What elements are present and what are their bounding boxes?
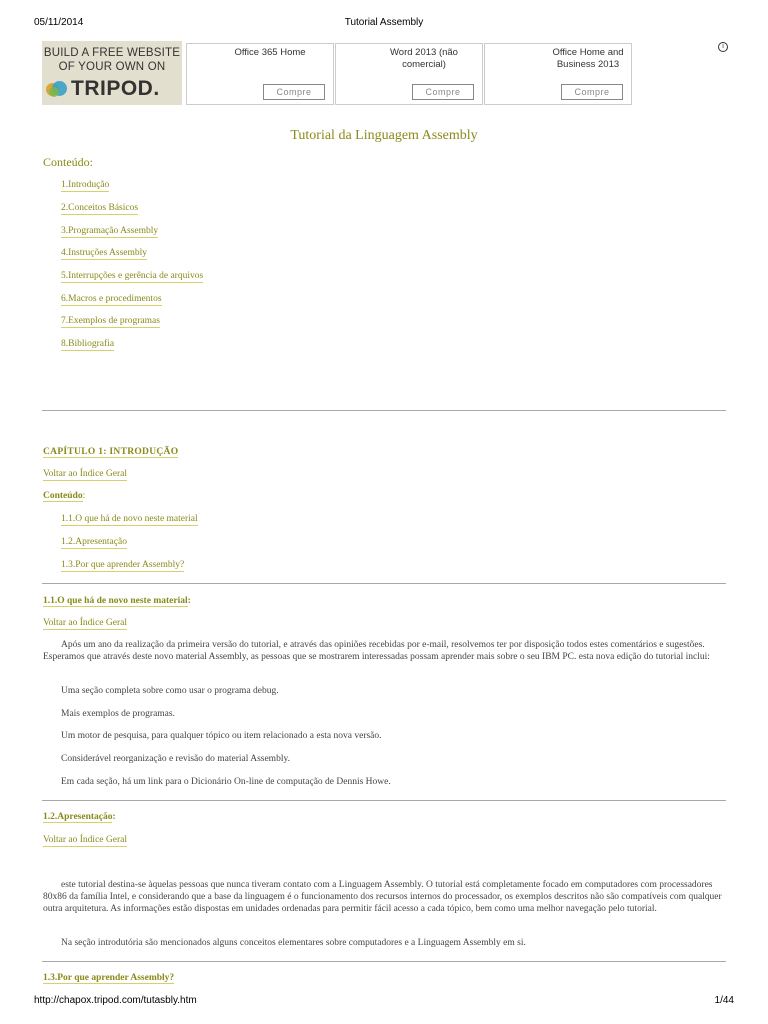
toc-link-instrucoes[interactable]: 4.Instruções Assembly [61,248,148,258]
tripod-logo [44,77,160,101]
divider [42,410,726,411]
chapter-link-1-3[interactable]: 1.3.Por que aprender Assembly? [61,560,185,570]
back-to-index-link[interactable]: Voltar ao Índice Geral [43,618,127,628]
list-item: Mais exemplos de programas. [61,709,175,719]
section-heading-1-2: 1.2.Apresentação: [43,812,116,822]
list-item: Um motor de pesquisa, para qualquer tópico ou item relacionado a esta nova versão. [61,731,382,741]
print-title: Tutorial Assembly [344,17,424,28]
offer-office-home-business [484,43,632,105]
chapter-link-1-1[interactable]: 1.1.O que há de novo neste material [61,514,198,524]
divider [42,961,726,962]
tripod-dots-icon [44,78,70,100]
page-title: Tutorial da Linguagem Assembly [290,128,478,143]
section-1-2-paragraph-2: Na seção introdutória são mencionados alguns conceitos elementares sobre computadores e a Linguagem Assembly em si. [61,938,526,948]
list-item: Uma seção completa sobre como usar o programa debug. [61,686,279,696]
back-to-index-link[interactable]: Voltar ao Índice Geral [43,835,127,845]
chapter-contents-label: Conteúdo: [43,491,86,501]
divider [42,800,726,801]
back-to-index-link[interactable]: Voltar ao Índice Geral [43,469,127,479]
print-date: 05/11/2014 [34,17,84,28]
offer-name: Word 2013 (não comercial) [390,47,458,70]
section-heading-1-1: 1.1.O que há de novo neste material: [43,596,191,606]
section-1-1-paragraph: Após um ano da realização da primeira versão do tutorial, e através das opiniões recebidas por e-mail, resolvemos ter por disposição todos estes comentários e sugestões. Esperamos que através deste novo material Assembly, as pessoas que se mostrarem interessadas possam aprender mais sobre o seu IBM PC. esta nova edição do tutorial inclui: [43,640,710,662]
toc-heading: Conteúdo: [43,155,93,169]
chapter-heading: CAPÍTULO 1: INTRODUÇÃO [43,447,179,457]
buy-button[interactable]: Compre [561,84,623,100]
toc-link-exemplos[interactable]: 7.Exemplos de programas [61,316,160,326]
tripod-ad-line2: OF YOUR OWN ON [58,61,166,73]
toc-link-interrupcoes[interactable]: 5.Interrupções e gerência de arquivos [61,271,204,281]
toc-link-conceitos[interactable]: 2.Conceitos Básicos [61,203,139,213]
offer-office365 [186,43,334,105]
chapter-link-1-2[interactable]: 1.2.Apresentação [61,537,127,547]
tripod-ad-line1: BUILD A FREE WEBSITE [43,47,181,59]
buy-button[interactable]: Compre [412,84,474,100]
tripod-ad[interactable] [42,41,182,105]
toc-link-bibliografia[interactable]: 8.Bibliografia [61,339,115,349]
toc-link-introducao[interactable]: 1.Introdução [61,180,110,190]
list-item: Considerável reorganização e revisão do material Assembly. [61,754,290,764]
buy-button[interactable]: Compre [263,84,325,100]
print-page-number: 1/44 [714,995,734,1006]
divider [42,583,726,584]
print-url: http://chapox.tripod.com/tutasbly.htm [34,995,197,1006]
offer-name: Office Home and Business 2013 [552,47,624,70]
info-icon[interactable]: i [718,42,728,52]
toc-link-programacao[interactable]: 3.Programação Assembly [61,226,159,236]
section-heading-1-3: 1.3.Por que aprender Assembly? [43,973,175,983]
list-item: Em cada seção, há um link para o Dicionário On-line de computação de Dennis Howe. [61,777,391,787]
toc-link-macros[interactable]: 6.Macros e procedimentos [61,294,162,304]
ad-banner [42,41,726,105]
offer-word2013 [335,43,483,105]
tripod-logo-text: TRIPOD. [71,77,160,100]
section-1-2-paragraph: este tutorial destina-se àquelas pessoas que nunca tiveram contato com a Linguagem Assembly. O tutorial está completamente focado em computadores com processadores 80x86 da família Intel, e considerando que a base da linguagem é o funcionamento dos recursos internos do processador, os exemplos descritos não são compatíveis com qualquer outra arquitetura. As informações estão dispostas em unidades ordenadas para permitir fácil acesso a cada tópico, bem como uma melhor navegação pelo tutorial. [43,880,722,914]
offer-name: Office 365 Home [234,47,306,58]
